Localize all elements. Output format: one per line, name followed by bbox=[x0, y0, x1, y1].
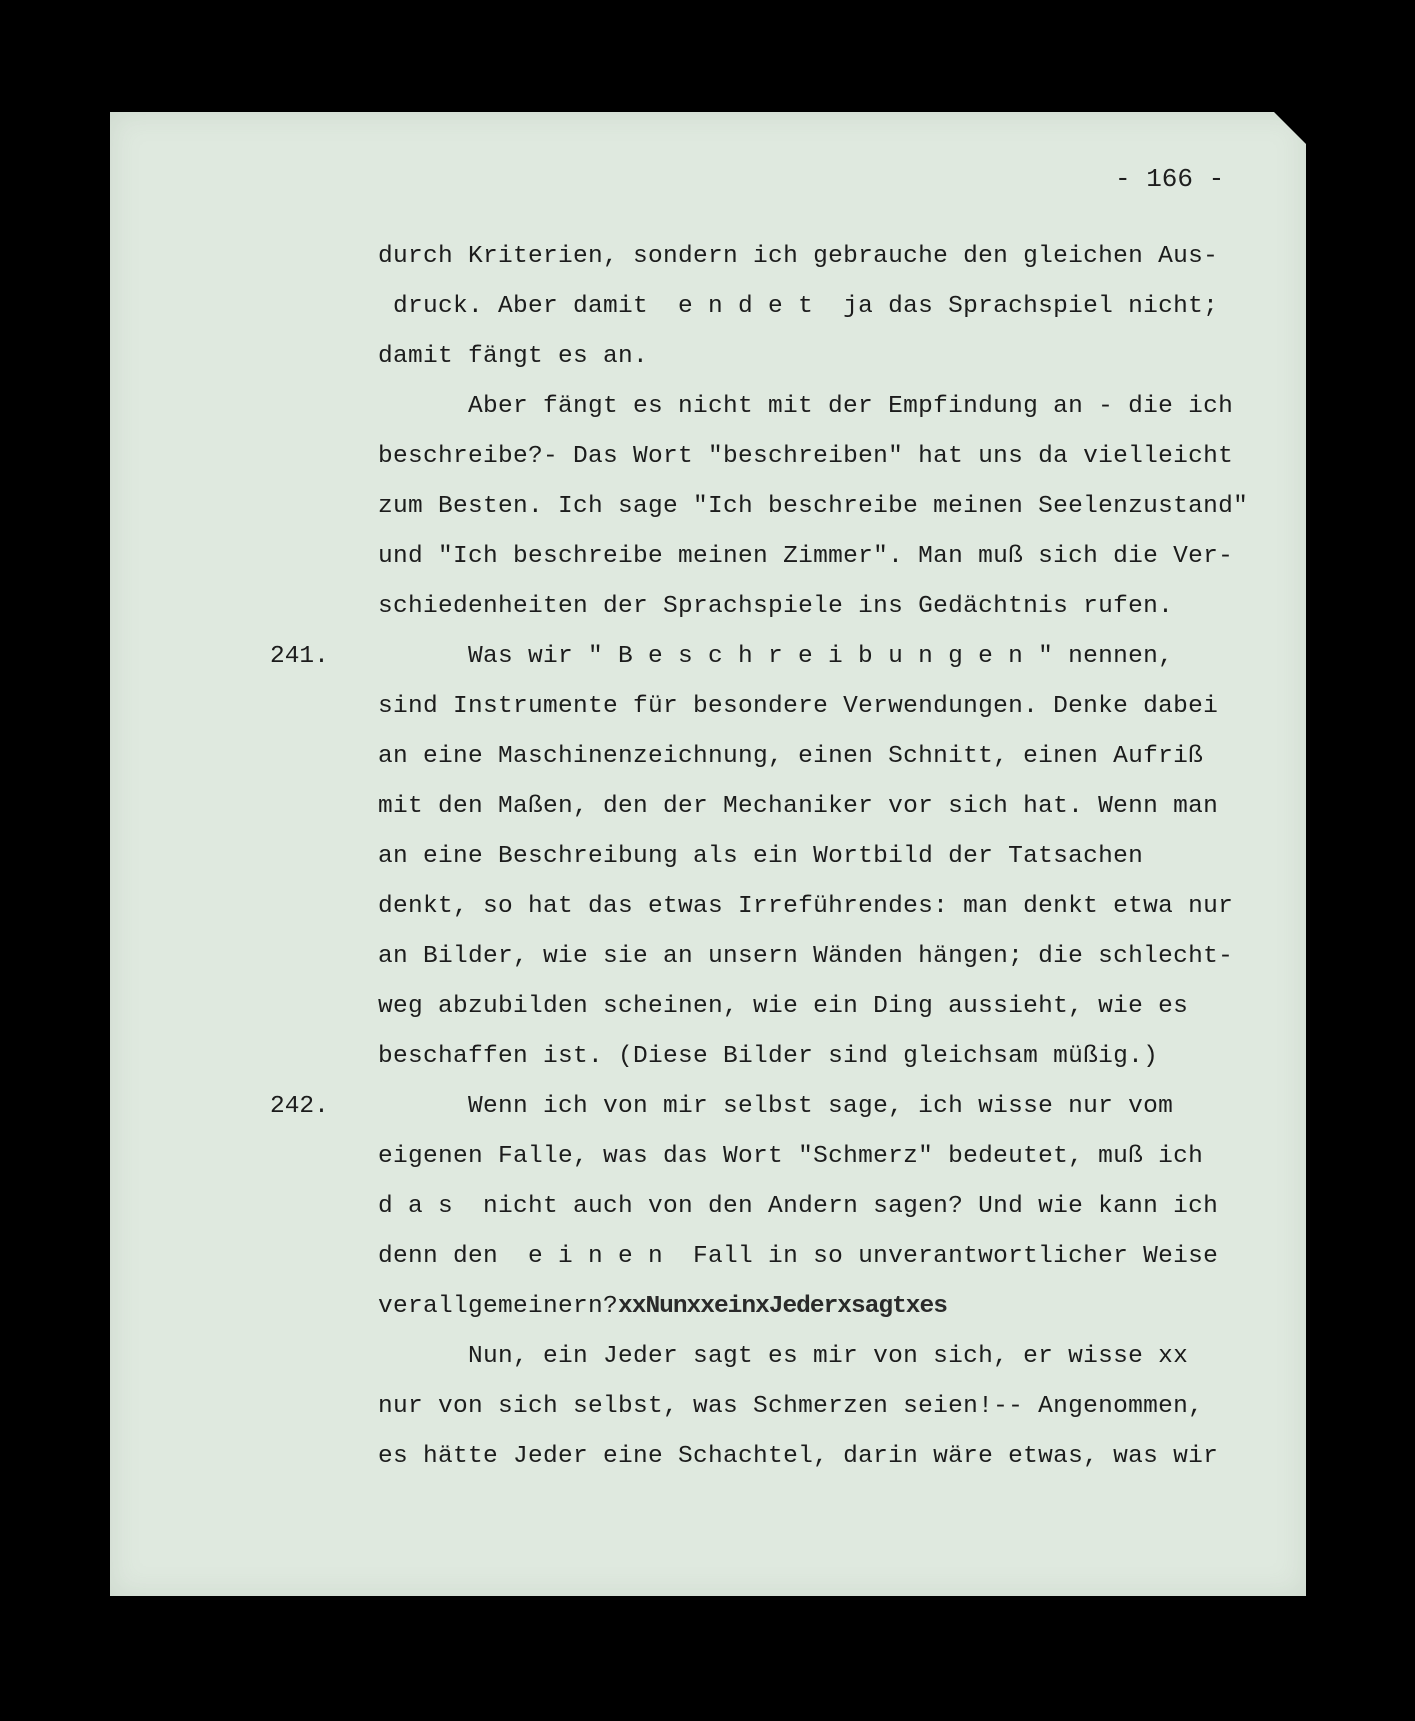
text-line: druck. Aber damit e n d e t ja das Sprachspiel nicht; bbox=[378, 293, 1219, 320]
text-line: Was wir " B e s c h r e i b u n g e n " nennen, bbox=[468, 643, 1174, 670]
text-line: an eine Maschinenzeichnung, einen Schnitt, einen Aufriß bbox=[378, 743, 1204, 770]
text-line: an Bilder, wie sie an unsern Wänden hängen; die schlecht- bbox=[378, 943, 1234, 970]
paragraph-number: 241. bbox=[270, 643, 329, 670]
folded-corner bbox=[1272, 110, 1308, 146]
text-line: denkt, so hat das etwas Irreführendes: man denkt etwa nur bbox=[378, 893, 1234, 920]
text-line: schiedenheiten der Sprachspiele ins Gedächtnis rufen. bbox=[378, 593, 1174, 620]
text-line: Nun, ein Jeder sagt es mir von sich, er wisse xx bbox=[468, 1343, 1189, 1370]
paragraph-number: 242. bbox=[270, 1093, 329, 1120]
text-line: nur von sich selbst, was Schmerzen seien!-- Angenommen, bbox=[378, 1393, 1204, 1420]
text-line bbox=[378, 1293, 947, 1320]
text-line: damit fängt es an. bbox=[378, 343, 649, 370]
text-line: mit den Maßen, den der Mechaniker vor sich hat. Wenn man bbox=[378, 793, 1219, 820]
text-line: beschreibe?- Das Wort "beschreiben" hat uns da vielleicht bbox=[378, 443, 1234, 470]
text-line: durch Kriterien, sondern ich gebrauche den gleichen Aus- bbox=[378, 243, 1219, 270]
text-line: sind Instrumente für besondere Verwendungen. Denke dabei bbox=[378, 693, 1219, 720]
text-line: Wenn ich von mir selbst sage, ich wisse nur vom bbox=[468, 1093, 1174, 1120]
text-line: weg abzubilden scheinen, wie ein Ding aussieht, wie es bbox=[378, 993, 1189, 1020]
text-line: zum Besten. Ich sage "Ich beschreibe meinen Seelenzustand" bbox=[378, 493, 1249, 520]
typescript-page bbox=[110, 112, 1306, 1596]
text-line-content: verallgemeinern? bbox=[378, 1293, 619, 1320]
struck-out-text: xxNunxxeinxJederxsagtxes bbox=[618, 1293, 947, 1320]
text-line: Aber fängt es nicht mit der Empfindung an - die ich bbox=[468, 393, 1234, 420]
text-line: an eine Beschreibung als ein Wortbild der Tatsachen bbox=[378, 843, 1144, 870]
page-number: - 166 - bbox=[1115, 164, 1225, 194]
text-line: denn den e i n e n Fall in so unverantwortlicher Weise bbox=[378, 1243, 1219, 1270]
text-line: beschaffen ist. (Diese Bilder sind gleichsam müßig.) bbox=[378, 1043, 1159, 1070]
text-line: es hätte Jeder eine Schachtel, darin wäre etwas, was wir bbox=[378, 1443, 1219, 1470]
text-line: d a s nicht auch von den Andern sagen? Und wie kann ich bbox=[378, 1193, 1219, 1220]
text-line: und "Ich beschreibe meinen Zimmer". Man muß sich die Ver- bbox=[378, 543, 1234, 570]
text-line: eigenen Falle, was das Wort "Schmerz" bedeutet, muß ich bbox=[378, 1143, 1204, 1170]
